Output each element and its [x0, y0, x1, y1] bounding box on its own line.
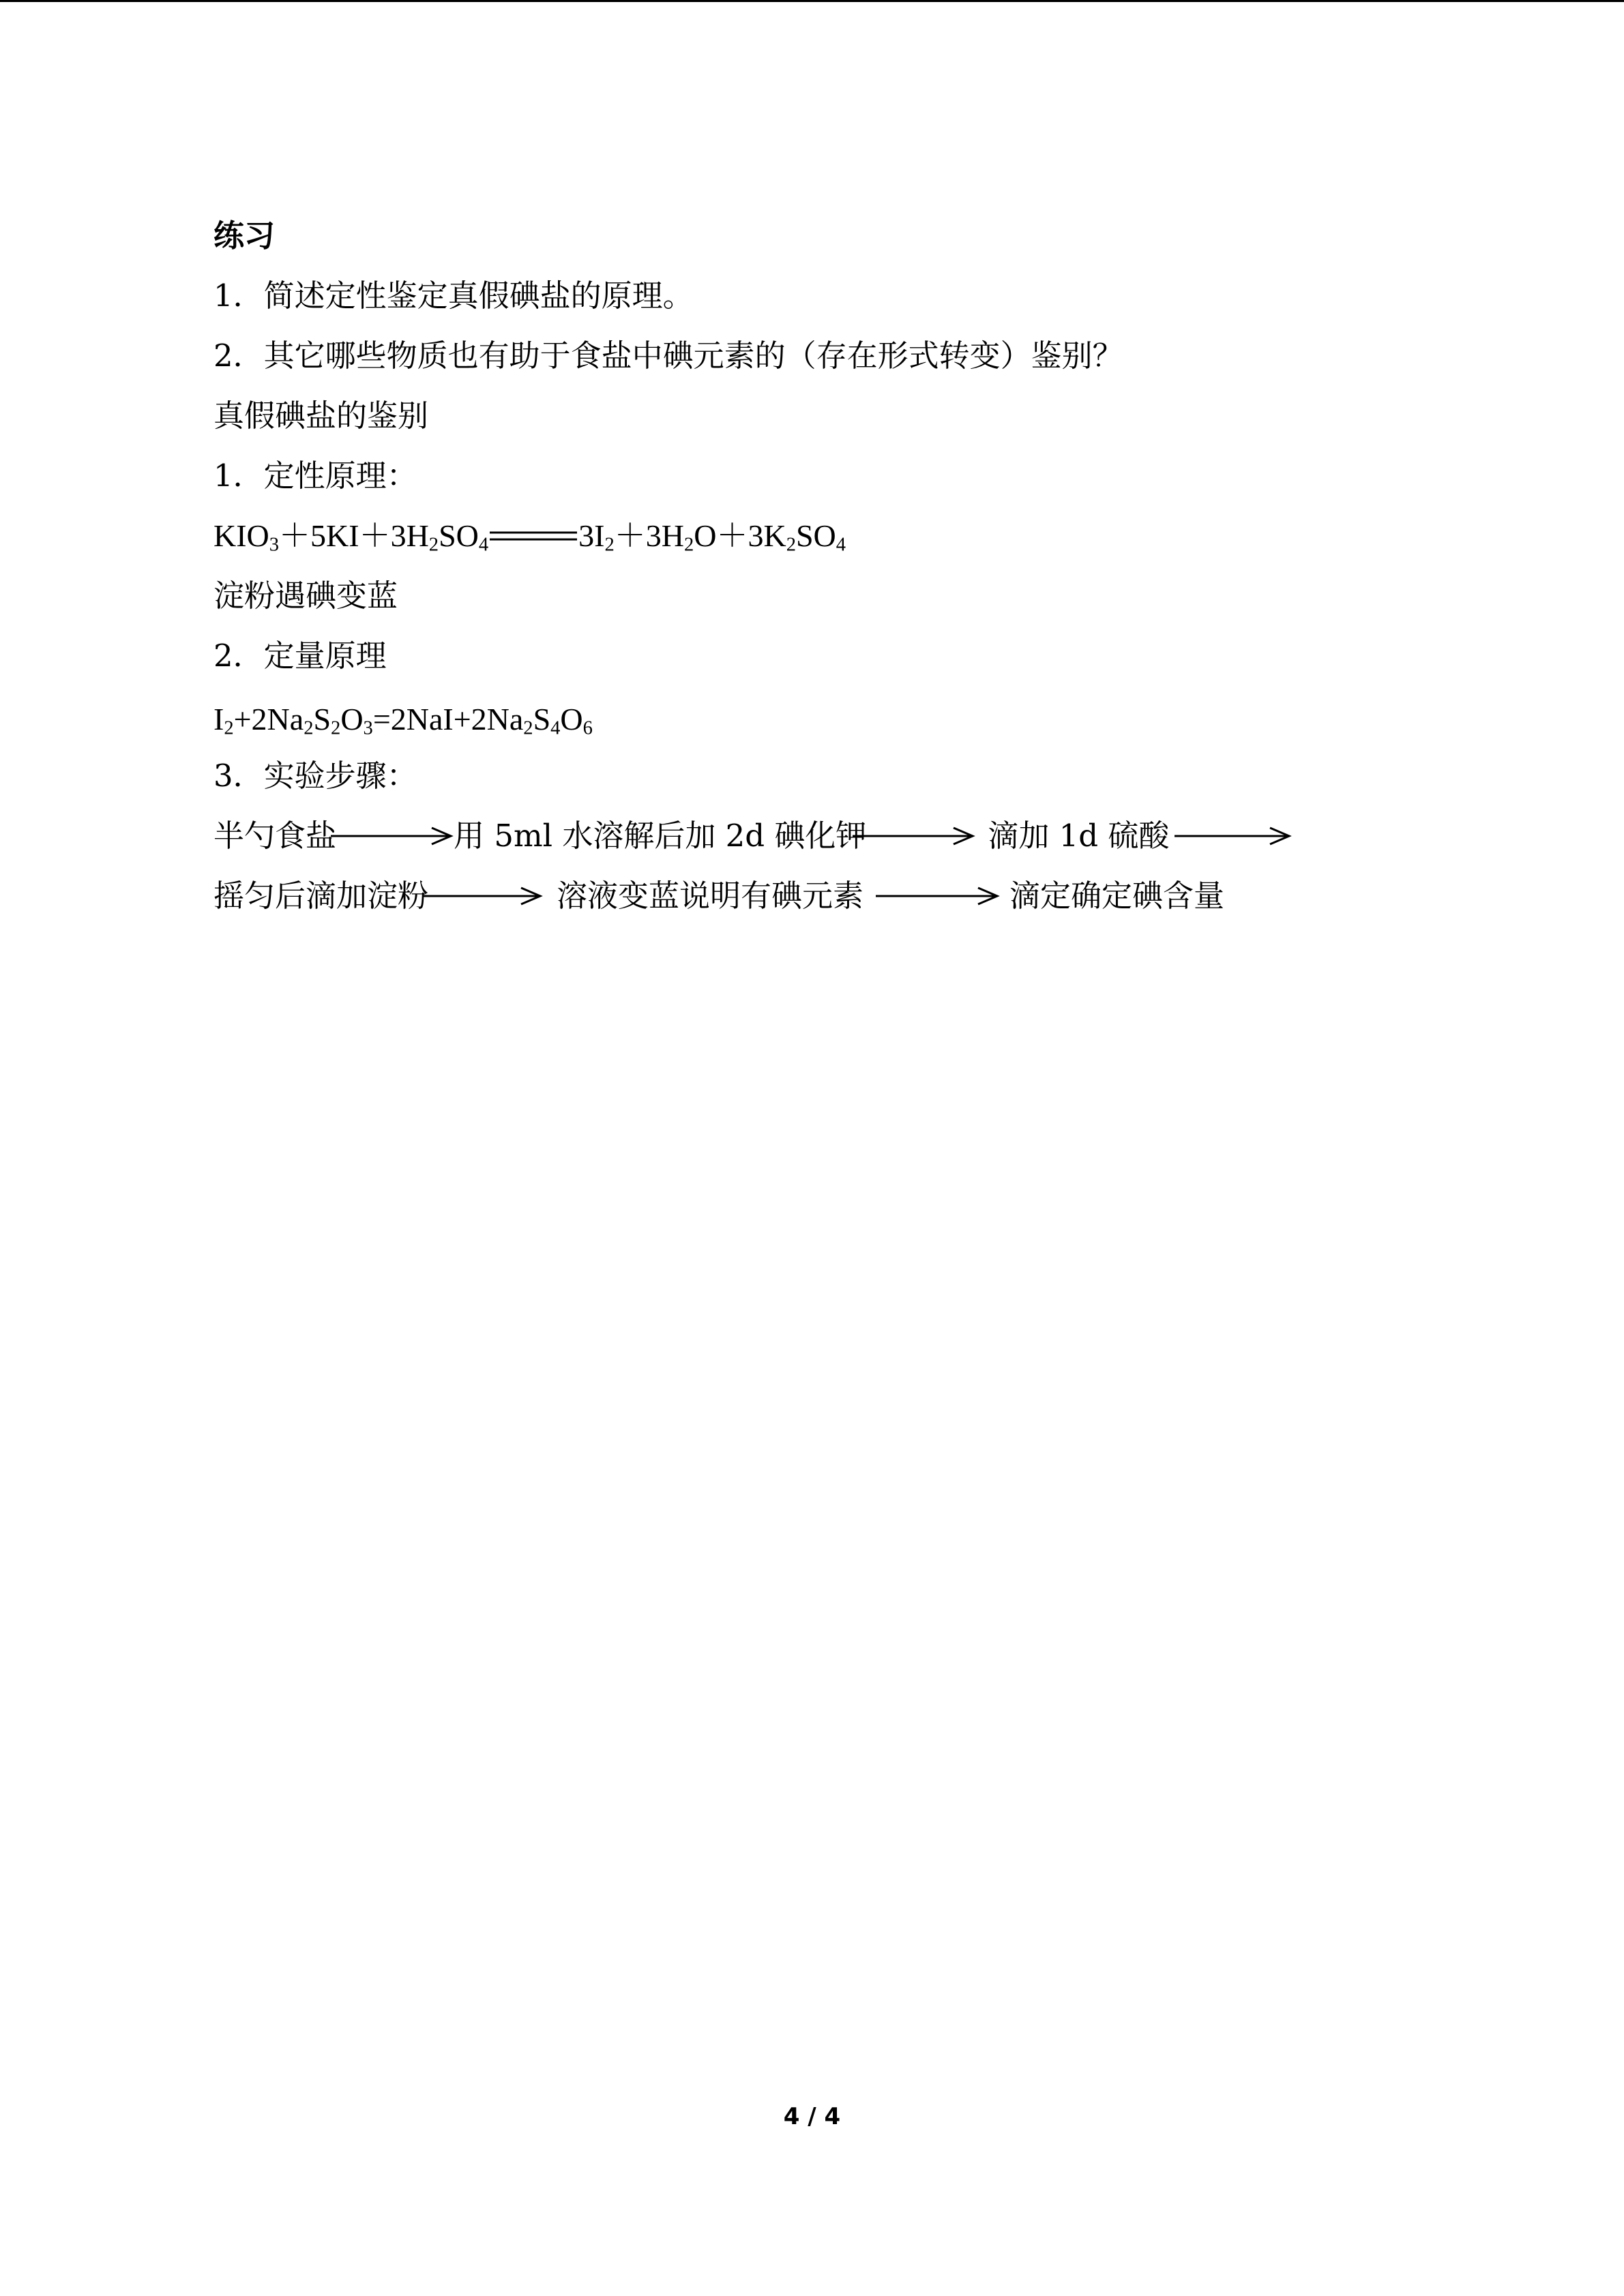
arrow-right-icon — [876, 886, 1000, 906]
procedure-step-5: 溶液变蓝说明有碘元素 — [557, 878, 864, 914]
procedure-flow-row-1 — [213, 816, 1292, 856]
exercise-item-1: 1．简述定性鉴定真假碘盐的原理。 — [213, 278, 694, 314]
arrow-right-icon — [853, 826, 975, 846]
page-number: 4 / 4 — [783, 2103, 841, 2130]
qualitative-equation — [213, 516, 846, 556]
top-border-line — [0, 0, 1624, 2]
equation-lhs: $KIO_3+5KI+3H_2SO_4$ — [213, 518, 489, 556]
quantitative-equation: $I_2+2Na_2S_2O_3=2NaI+2Na_2S_4O_6$ — [213, 702, 593, 739]
arrow-right-icon — [331, 826, 454, 846]
section-title: 真假碘盐的鉴别 — [213, 398, 429, 434]
procedure-step-3: 滴加 1d 硫酸 — [988, 818, 1170, 854]
procedure-step-4: 摇匀后滴加淀粉 — [213, 878, 429, 914]
qualitative-note: 淀粉遇碘变蓝 — [213, 578, 398, 614]
arrow-right-icon — [423, 886, 543, 906]
equation-rhs: $3I_2+3H_2O+3K_2SO_4$ — [578, 518, 846, 556]
quantitative-label: 2．定量原理 — [213, 638, 387, 674]
qualitative-label: 1．定性原理： — [213, 458, 417, 494]
equals-sign-icon — [488, 528, 578, 544]
exercise-heading: 练习 — [213, 218, 276, 254]
exercise-item-2: 2．其它哪些物质也有助于食盐中碘元素的（存在形式转变）鉴别？ — [213, 338, 1123, 374]
procedure-step-6: 滴定确定碘含量 — [1009, 878, 1225, 914]
procedure-label: 3．实验步骤： — [213, 758, 417, 794]
procedure-flow-row-2 — [213, 876, 1224, 916]
procedure-step-2: 用 5ml 水溶解后加 2d 碘化钾 — [454, 818, 867, 854]
procedure-step-1: 半勺食盐 — [213, 818, 337, 854]
arrow-right-icon — [1175, 826, 1292, 846]
